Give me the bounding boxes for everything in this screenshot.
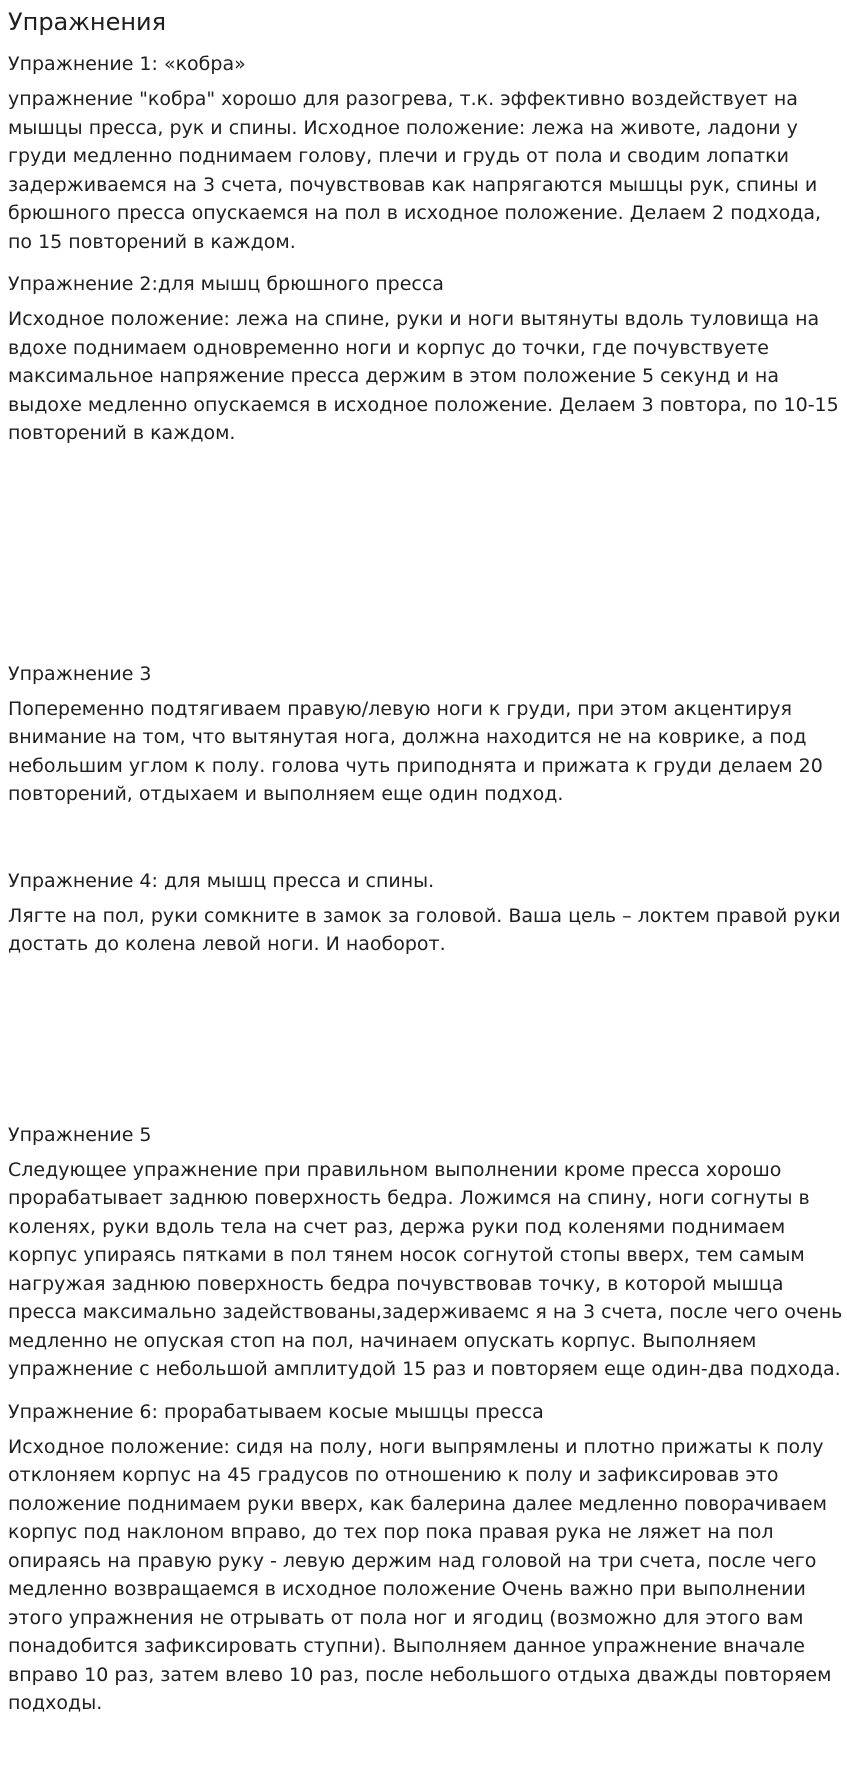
exercise-section-4 bbox=[8, 868, 839, 959]
exercise-section-2 bbox=[8, 271, 839, 448]
exercise-title: Упражнение 3 bbox=[8, 662, 152, 685]
image-placeholder-gap bbox=[8, 959, 839, 1107]
exercise-section-3 bbox=[8, 661, 839, 809]
exercise-section-6 bbox=[8, 1399, 839, 1718]
image-placeholder-gap bbox=[8, 448, 839, 646]
section-gap bbox=[8, 809, 839, 853]
exercise-title: Упражнение 4: для мышц пресса и спины. bbox=[8, 869, 435, 892]
exercise-title: Упражнение 6: прорабатываем косые мышцы пресса bbox=[8, 1400, 544, 1423]
exercise-description: Следующее упражнение при правильном выполнении кроме пресса хорошо прорабатывает заднюю поверхность бедра. Ложимся на спину, ноги согнуты в коленях, руки вдоль тела на счет раз, держа руки под коленями поднимаем корпус упираясь пятками в пол тянем носок согнутой стопы вверх, тем самым нагружая заднюю поверхность бедра почувствовав точку, в которой мышца пресса максимально задействованы,задерживаемс я на 3 счета, после чего очень медленно не опуская стоп на пол, начинаем опускать корпус. Выполняем упражнение с небольшой амплитудой 15 раз и повторяем еще один-два подхода. bbox=[8, 1158, 843, 1380]
exercise-description: Лягте на пол, руки сомкните в замок за головой. Ваша цель – локтем правой руки достать до колена левой ноги. И наоборот. bbox=[8, 904, 841, 955]
exercise-title: Упражнение 1: «кобра» bbox=[8, 53, 246, 75]
exercise-title: Упражнение 5 bbox=[8, 1123, 152, 1146]
exercise-section-1 bbox=[8, 51, 839, 256]
exercise-page bbox=[0, 8, 847, 1791]
page-title: Упражнения bbox=[8, 8, 167, 36]
exercise-description: Попеременно подтягиваем правую/левую ноги к груди, при этом акцентируя внимание на том, что вытянутая нога, должна находится не на коврике, а под небольшим углом к полу. голова чуть приподнята и прижата к груди делаем 20 повторений, отдыхаем и выполняем еще один подход. bbox=[8, 697, 823, 805]
exercise-description: упражнение "кобра" хорошо для разогрева, т.к. эффективно воздействует на мышцы пресса, рук и спины. Исходное положение: лежа на животе, ладони у груди медленно поднимаем голову, плечи и грудь от пола и сводим лопатки задерживаемся на 3 счета, почувствовав как напрягаются мышцы рук, спины и брюшного пресса опускаемся на пол в исходное положение. Делаем 2 подхода, по 15 повторений в каждом. bbox=[8, 88, 822, 253]
exercise-section-5 bbox=[8, 1122, 843, 1384]
exercise-title: Упражнение 2:для мышц брюшного пресса bbox=[8, 273, 444, 295]
exercise-description: Исходное положение: сидя на полу, ноги выпрямлены и плотно прижаты к полу отклоняем корпус на 45 градусов по отношению к полу и зафиксировав это положение поднимаем руки вверх, как балерина далее медленно поворачиваем корпус под наклоном вправо, до тех пор пока правая рука не ляжет на пол опираясь на правую руку - левую держим над головой на три счета, после чего медленно возвращаемся в исходное положение Очень важно при выполнении этого упражнения не отрывать от пола ног и ягодиц (возможно для этого вам понадобится зафиксировать ступни). Выполняем данное упражнение вначале вправо 10 раз, затем влево 10 раз, после небольшого отдыха дважды повторяем подходы. bbox=[8, 1435, 832, 1714]
exercise-description: Исходное положение: лежа на спине, руки и ноги вытянуты вдоль туловища на вдохе поднимаем одновременно ноги и корпус до точки, где почувствуете максимальное напряжение пресса держим в этом положение 5 секунд и на выдохе медленно опускаемся в исходное положение. Делаем 3 повтора, по 10-15 повторений в каждом. bbox=[8, 308, 839, 444]
